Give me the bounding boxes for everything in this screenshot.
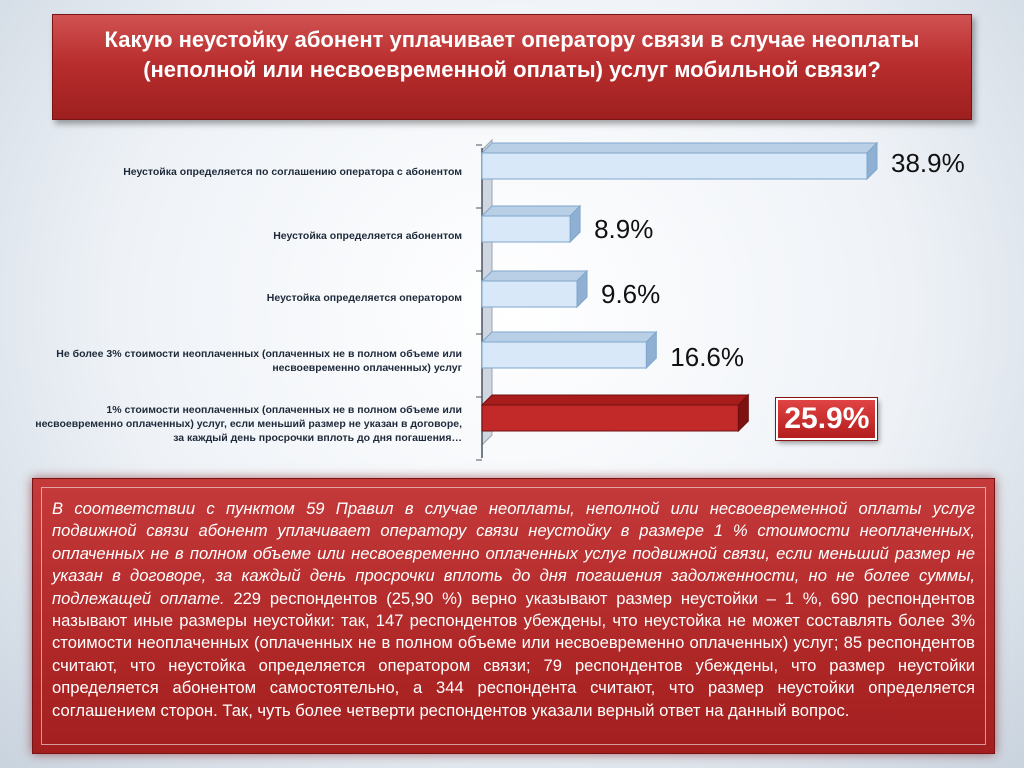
- bar-front-face: [482, 216, 570, 242]
- explanation-text: [41, 487, 986, 745]
- bar-top-face: [482, 332, 656, 342]
- bar-front-face: [482, 342, 646, 368]
- value-label: 9.6%: [601, 279, 661, 309]
- category-label: Неустойка определяется по соглашению оператора с абонентом: [123, 166, 462, 178]
- category-label: 1% стоимости неоплаченных (оплаченных не в полном объеме или несвоевременно оплаченных) услуг, если меньший размер не указан в договоре, за каждый день просрочки вплоть до дня погашения…: [35, 404, 462, 444]
- bar: [482, 271, 587, 307]
- explanation-regular: 229 респондентов (25,90 %) верно указывают размер неустойки – 1 %, 690 респондентов называют иные размеры неустойки: так, 147 респондентов убеждены, что неустойка не может составлять более 3% стоимости неоплаченных (оплаченных не в полном объеме или несвоевременно оплаченных) услуг; 85 респондентов считают, что неустойка определяется оператором связи; 79 респондентов убеждены, что размер неустойки определяется абонентом самостоятельно, а 344 респондента считают, что размер неустойки определяется соглашением сторон. Так, чуть более четверти респондентов указали верный ответ на данный вопрос.: [52, 588, 975, 720]
- bar: [482, 143, 877, 179]
- bar: [482, 206, 580, 242]
- value-label: 16.6%: [670, 342, 745, 372]
- bar: [482, 395, 748, 431]
- explanation-italic: В соответствии с пунктом 59 Правил в случае неоплаты, неполной или несвоевременной оплаты услуг подвижной связи абонент уплачивает оператору связи неустойку в размере 1 % стоимости неоплаченных, оплаченных не в полном объеме или несвоевременно оплаченных услуг подвижной связи, если меньший размер не указан в договоре, за каждый день просрочки вплоть до дня погашения задолженности, но не более суммы, подлежащей оплате.: [52, 499, 975, 608]
- bar-top-face: [482, 206, 580, 216]
- bar-front-face: [482, 405, 738, 431]
- category-label: Неустойка определяется оператором: [266, 292, 462, 304]
- bar-front-face: [482, 153, 867, 179]
- bar-front-face: [482, 281, 577, 307]
- bar-top-face: [482, 395, 748, 405]
- category-label: Неустойка определяется абонентом: [273, 230, 462, 242]
- value-label: 8.9%: [594, 214, 654, 244]
- bar-top-face: [482, 143, 877, 153]
- bar: [482, 332, 656, 368]
- value-label: 25.9%: [776, 398, 877, 440]
- bar-top-face: [482, 271, 587, 281]
- value-label: 38.9%: [891, 148, 965, 178]
- category-label: Не более 3% стоимости неоплаченных (оплаченных не в полном объеме или несвоевременно оплаченных) услуг: [56, 348, 462, 374]
- page-title: Какую неустойку абонент уплачивает оператору связи в случае неоплаты (неполной или несвоевременной оплаты) услуг мобильной связи?: [52, 14, 972, 120]
- explanation-box: [32, 478, 995, 754]
